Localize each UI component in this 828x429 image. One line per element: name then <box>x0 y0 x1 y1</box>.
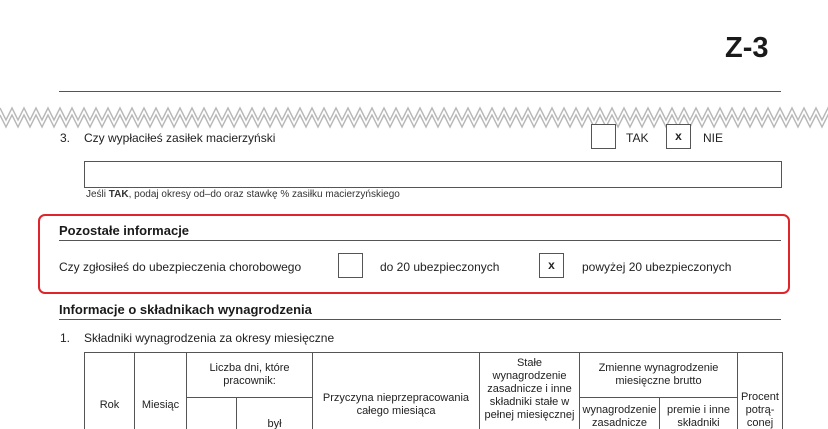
maternity-no-label: NIE <box>703 131 724 145</box>
page-break-zigzag <box>0 102 828 132</box>
over-20-checkbox[interactable]: x <box>539 253 564 278</box>
col-days-header: Liczba dni, które pracownik: <box>187 353 313 398</box>
col-variable-salary-header: Zmienne wynagrodzenie miesięczne brutto <box>580 353 738 398</box>
up-to-20-checkbox[interactable] <box>338 253 363 278</box>
salary-item-1-number: 1. <box>60 331 71 345</box>
other-info-divider <box>59 240 781 241</box>
maternity-yes-label: TAK <box>626 131 649 145</box>
maternity-yes-checkbox[interactable] <box>591 124 616 149</box>
col-days-sub-1 <box>187 398 237 429</box>
maternity-no-checkbox[interactable]: x <box>666 124 691 149</box>
up-to-20-label: do 20 ubezpieczonych <box>380 260 500 274</box>
other-info-title: Pozostałe informacje <box>59 223 190 238</box>
salary-item-1-text: Składniki wynagrodzenia za okresy miesięczne <box>84 331 335 345</box>
col-variable-bonus-header: premie i inne składniki <box>660 398 738 429</box>
col-year-header: Rok <box>85 353 135 429</box>
col-month-header: Miesiąc <box>135 353 187 429</box>
question-3-number: 3. <box>60 131 71 145</box>
col-variable-base-header: wynagrodzenie zasadnicze <box>580 398 660 429</box>
salary-components-divider <box>59 319 781 320</box>
form-code: Z-3 <box>725 32 769 64</box>
col-fixed-salary-header: Stałe wynagrodzenie zasadnicze i inne składniki stałe w pełnej miesięcznej <box>480 353 580 429</box>
salary-components-title: Informacje o składnikach wynagrodzenia <box>59 302 312 317</box>
salary-components-table <box>84 352 783 429</box>
sickness-insurance-question: Czy zgłosiłeś do ubezpieczenia chorobowego <box>59 260 302 274</box>
col-percent-header: Procent potrą-conej <box>738 353 783 429</box>
over-20-label: powyżej 20 ubezpieczonych <box>582 260 732 274</box>
header-divider <box>59 91 781 92</box>
maternity-periods-hint: Jeśli TAK, podaj okresy od–do oraz stawkę % zasiłku macierzyńskiego <box>86 189 400 200</box>
maternity-periods-field[interactable] <box>84 161 782 188</box>
zigzag-line <box>0 108 828 120</box>
col-days-was-header: był <box>237 398 313 429</box>
question-3-text: Czy wypłaciłeś zasiłek macierzyński <box>84 131 276 145</box>
col-reason-header: Przyczyna nieprzepracowania całego miesiąca <box>313 353 480 429</box>
